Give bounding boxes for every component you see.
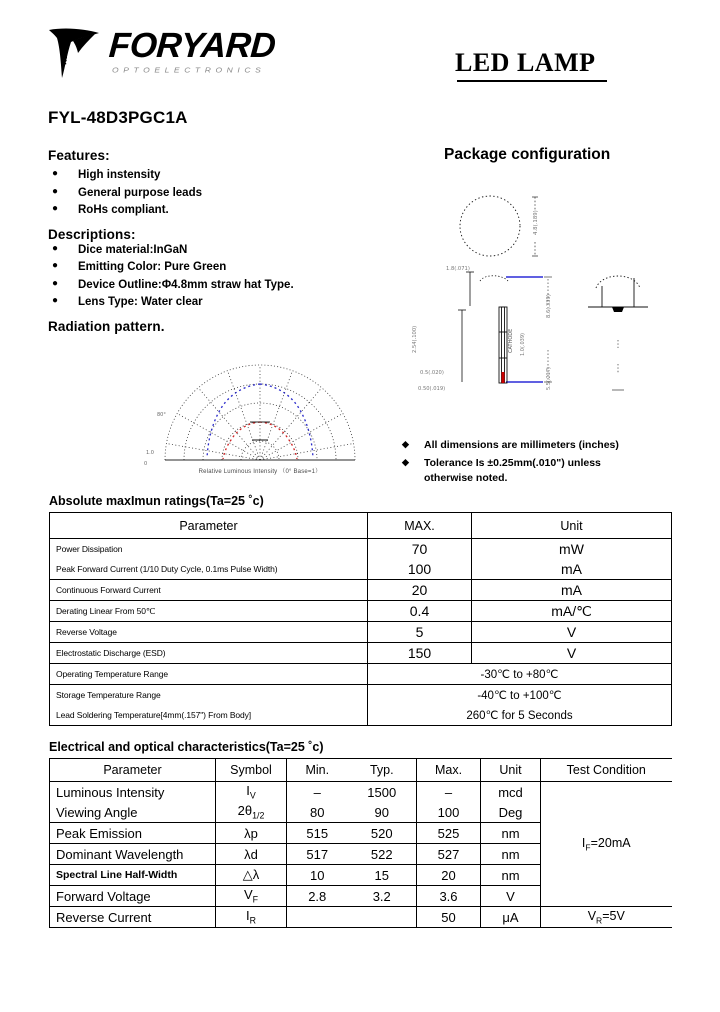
cell-parameter: Reverse Current: [50, 907, 216, 928]
cell-value: -40℃ to +100℃: [368, 685, 672, 706]
cell-parameter: Peak Forward Current (1/10 Duty Cycle, 0.1ms Pulse Width): [50, 559, 368, 580]
svg-text:1.0: 1.0: [146, 450, 154, 456]
column-header-unit: Unit: [472, 513, 672, 539]
cell-typ: 15: [348, 865, 417, 886]
cell-max: 100: [417, 802, 481, 823]
column-header-parameter: Parameter: [50, 759, 216, 782]
cell-parameter: Power Dissipation: [50, 539, 368, 560]
package-notes-list: [398, 438, 698, 489]
foryard-logo-icon: [45, 24, 103, 80]
cell-max: –: [417, 782, 481, 803]
column-header-unit: Unit: [481, 759, 541, 782]
column-header-max: Max.: [417, 759, 481, 782]
list-item: [398, 456, 698, 489]
cell-parameter: Operating Temperature Range: [50, 664, 368, 685]
cell-test-condition: $V_R=5V$: [541, 907, 672, 928]
cell-max: 70: [368, 539, 472, 560]
logo-tagline: OPTOELECTRONICS: [112, 65, 266, 75]
svg-text:80°: 80°: [157, 412, 166, 418]
svg-text:0: 0: [144, 461, 148, 467]
cell-parameter: Electrostatic Discharge (ESD): [50, 643, 368, 664]
cell-symbol: $I_R$: [216, 907, 287, 928]
cell-unit: mA: [472, 580, 672, 601]
table-row: [50, 664, 672, 685]
table-row: [50, 643, 672, 664]
cell-symbol: $2\theta_{1/2}$: [216, 802, 287, 823]
cell-min: 515: [287, 823, 348, 844]
cell-typ: 522: [348, 844, 417, 865]
list-item: ● General purpose leads: [48, 188, 378, 206]
logo-wordmark: FORYARD: [107, 26, 277, 65]
cell-unit: mA: [472, 559, 672, 580]
cell-parameter: Peak Emission: [50, 823, 216, 844]
cell-min: –: [287, 782, 348, 803]
cell-parameter: Reverse Voltage: [50, 622, 368, 643]
table-row: [50, 705, 672, 726]
table-row: [50, 907, 672, 928]
cell-test-condition: $I_F=20mA$: [541, 782, 672, 907]
cell-unit: mW: [472, 539, 672, 560]
table-header-row: [50, 513, 672, 539]
cell-parameter: Continuous Forward Current: [50, 580, 368, 601]
note-line-2: otherwise noted.: [424, 471, 508, 484]
cell-min: 517: [287, 844, 348, 865]
cell-symbol: $I_V$: [216, 782, 287, 803]
column-header-max: MAX.: [368, 513, 472, 539]
descriptions-list: [48, 245, 378, 315]
cell-parameter: Lead Soldering Temperature[4mm(.157") From Body]: [50, 705, 368, 726]
cell-symbol: λd: [216, 844, 287, 865]
list-item: ● Dice material:InGaN: [48, 245, 378, 263]
list-item: ◆ All dimensions are millimeters (inches): [398, 438, 698, 456]
list-item: ● High instensity: [48, 170, 378, 188]
absolute-ratings-table: [49, 512, 672, 726]
cell-max: 3.6: [417, 886, 481, 907]
cell-parameter: Forward Voltage: [50, 886, 216, 907]
features-list: [48, 170, 378, 223]
cell-typ: [348, 907, 417, 928]
descriptions-label: Descriptions:: [48, 226, 136, 242]
electrical-characteristics-heading: Electrical and optical characteristics(Ta=25 ˚c): [49, 740, 324, 754]
list-item: ● Emitting Color: Pure Green: [48, 262, 378, 280]
electrical-characteristics-table: [49, 758, 672, 928]
cell-max: 20: [417, 865, 481, 886]
table-row: [50, 559, 672, 580]
table-row: [50, 580, 672, 601]
cell-unit: V: [481, 886, 541, 907]
cell-min: 80: [287, 802, 348, 823]
cell-max: 5: [368, 622, 472, 643]
table-row: [50, 782, 672, 803]
cell-parameter: Spectral Line Half-Width: [50, 865, 216, 886]
features-label: Features:: [48, 148, 110, 163]
cell-typ: 1500: [348, 782, 417, 803]
table-row: [50, 601, 672, 622]
table-row: [50, 685, 672, 706]
cell-unit: nm: [481, 844, 541, 865]
table-row: [50, 539, 672, 560]
radiation-pattern-chart: [140, 348, 380, 488]
cell-max: 150: [368, 643, 472, 664]
package-notes: [398, 438, 698, 489]
cell-max: 20: [368, 580, 472, 601]
svg-text:5.5(.217): 5.5(.217): [546, 367, 552, 390]
svg-text:0.5(.020): 0.5(.020): [420, 370, 444, 376]
cell-max: 525: [417, 823, 481, 844]
list-item: ● RoHs compliant.: [48, 205, 378, 223]
cell-symbol: △λ: [216, 865, 287, 886]
svg-text:1.8(.071): 1.8(.071): [446, 266, 470, 272]
radiation-pattern-label: Radiation pattern.: [48, 318, 165, 334]
svg-text:0.50(.019): 0.50(.019): [418, 386, 446, 392]
column-header-symbol: Symbol: [216, 759, 287, 782]
cell-typ: 90: [348, 802, 417, 823]
cell-parameter: Storage Temperature Range: [50, 685, 368, 706]
svg-text:2.54(.100): 2.54(.100): [412, 325, 418, 353]
features-section: [48, 148, 378, 341]
cell-typ: 520: [348, 823, 417, 844]
cell-max: 527: [417, 844, 481, 865]
company-logo: [45, 24, 275, 80]
list-item: ● Device Outline:Φ4.8mm straw hat Type.: [48, 280, 378, 298]
cell-parameter: Luminous Intensity: [50, 782, 216, 803]
column-header-test-condition: Test Condition: [541, 759, 672, 782]
svg-text:8.6(.339): 8.6(.339): [546, 294, 552, 318]
cell-value: -30℃ to +80℃: [368, 664, 672, 685]
cell-symbol: $V_F$: [216, 886, 287, 907]
column-header-min: Min.: [287, 759, 348, 782]
table-row: [50, 622, 672, 643]
cell-unit: nm: [481, 865, 541, 886]
cell-unit: V: [472, 643, 672, 664]
package-configuration-title: Package configuration: [444, 146, 611, 163]
absolute-ratings-heading: Absolute maxImun ratings(Ta=25 ˚c): [49, 494, 264, 508]
cell-unit: nm: [481, 823, 541, 844]
cell-parameter: Dominant Wavelength: [50, 844, 216, 865]
package-drawing: [398, 178, 698, 428]
cell-parameter: Derating Linear From 50℃: [50, 601, 368, 622]
cell-symbol: λp: [216, 823, 287, 844]
cell-unit: mcd: [481, 782, 541, 803]
cell-unit: V: [472, 622, 672, 643]
column-header-parameter: Parameter: [50, 513, 368, 539]
cell-typ: 3.2: [348, 886, 417, 907]
part-number: FYL-48D3PGC1A: [48, 108, 188, 127]
absolute-ratings-section: [49, 494, 671, 726]
cell-max: 0.4: [368, 601, 472, 622]
cell-unit: Deg: [481, 802, 541, 823]
note-line-1: Tolerance Is ±0.25mm(.010") unless: [424, 456, 601, 469]
cell-max: 50: [417, 907, 481, 928]
cell-parameter: Viewing Angle: [50, 802, 216, 823]
column-header-typ: Typ.: [348, 759, 417, 782]
electrical-characteristics-section: [49, 740, 671, 928]
cell-unit: mA/℃: [472, 601, 672, 622]
cell-min: 10: [287, 865, 348, 886]
svg-text:CATHODE: CATHODE: [508, 328, 514, 353]
cell-max: 100: [368, 559, 472, 580]
cell-min: [287, 907, 348, 928]
list-item: ● Lens Type: Water clear: [48, 297, 378, 315]
page-header: [0, 0, 720, 100]
logo-text: [109, 24, 275, 75]
radiation-chart-caption: Relative Luminous Intensity （0° Base=1）: [198, 469, 322, 475]
svg-text:4.8(.189): 4.8(.189): [533, 210, 539, 235]
cell-min: 2.8: [287, 886, 348, 907]
table-header-row: [50, 759, 672, 782]
title-underline: [457, 80, 607, 82]
document-title: LED LAMP: [455, 48, 596, 77]
svg-text:1.0(.039): 1.0(.039): [520, 333, 526, 356]
cell-value: 260℃ for 5 Seconds: [368, 705, 672, 726]
cell-unit: μA: [481, 907, 541, 928]
